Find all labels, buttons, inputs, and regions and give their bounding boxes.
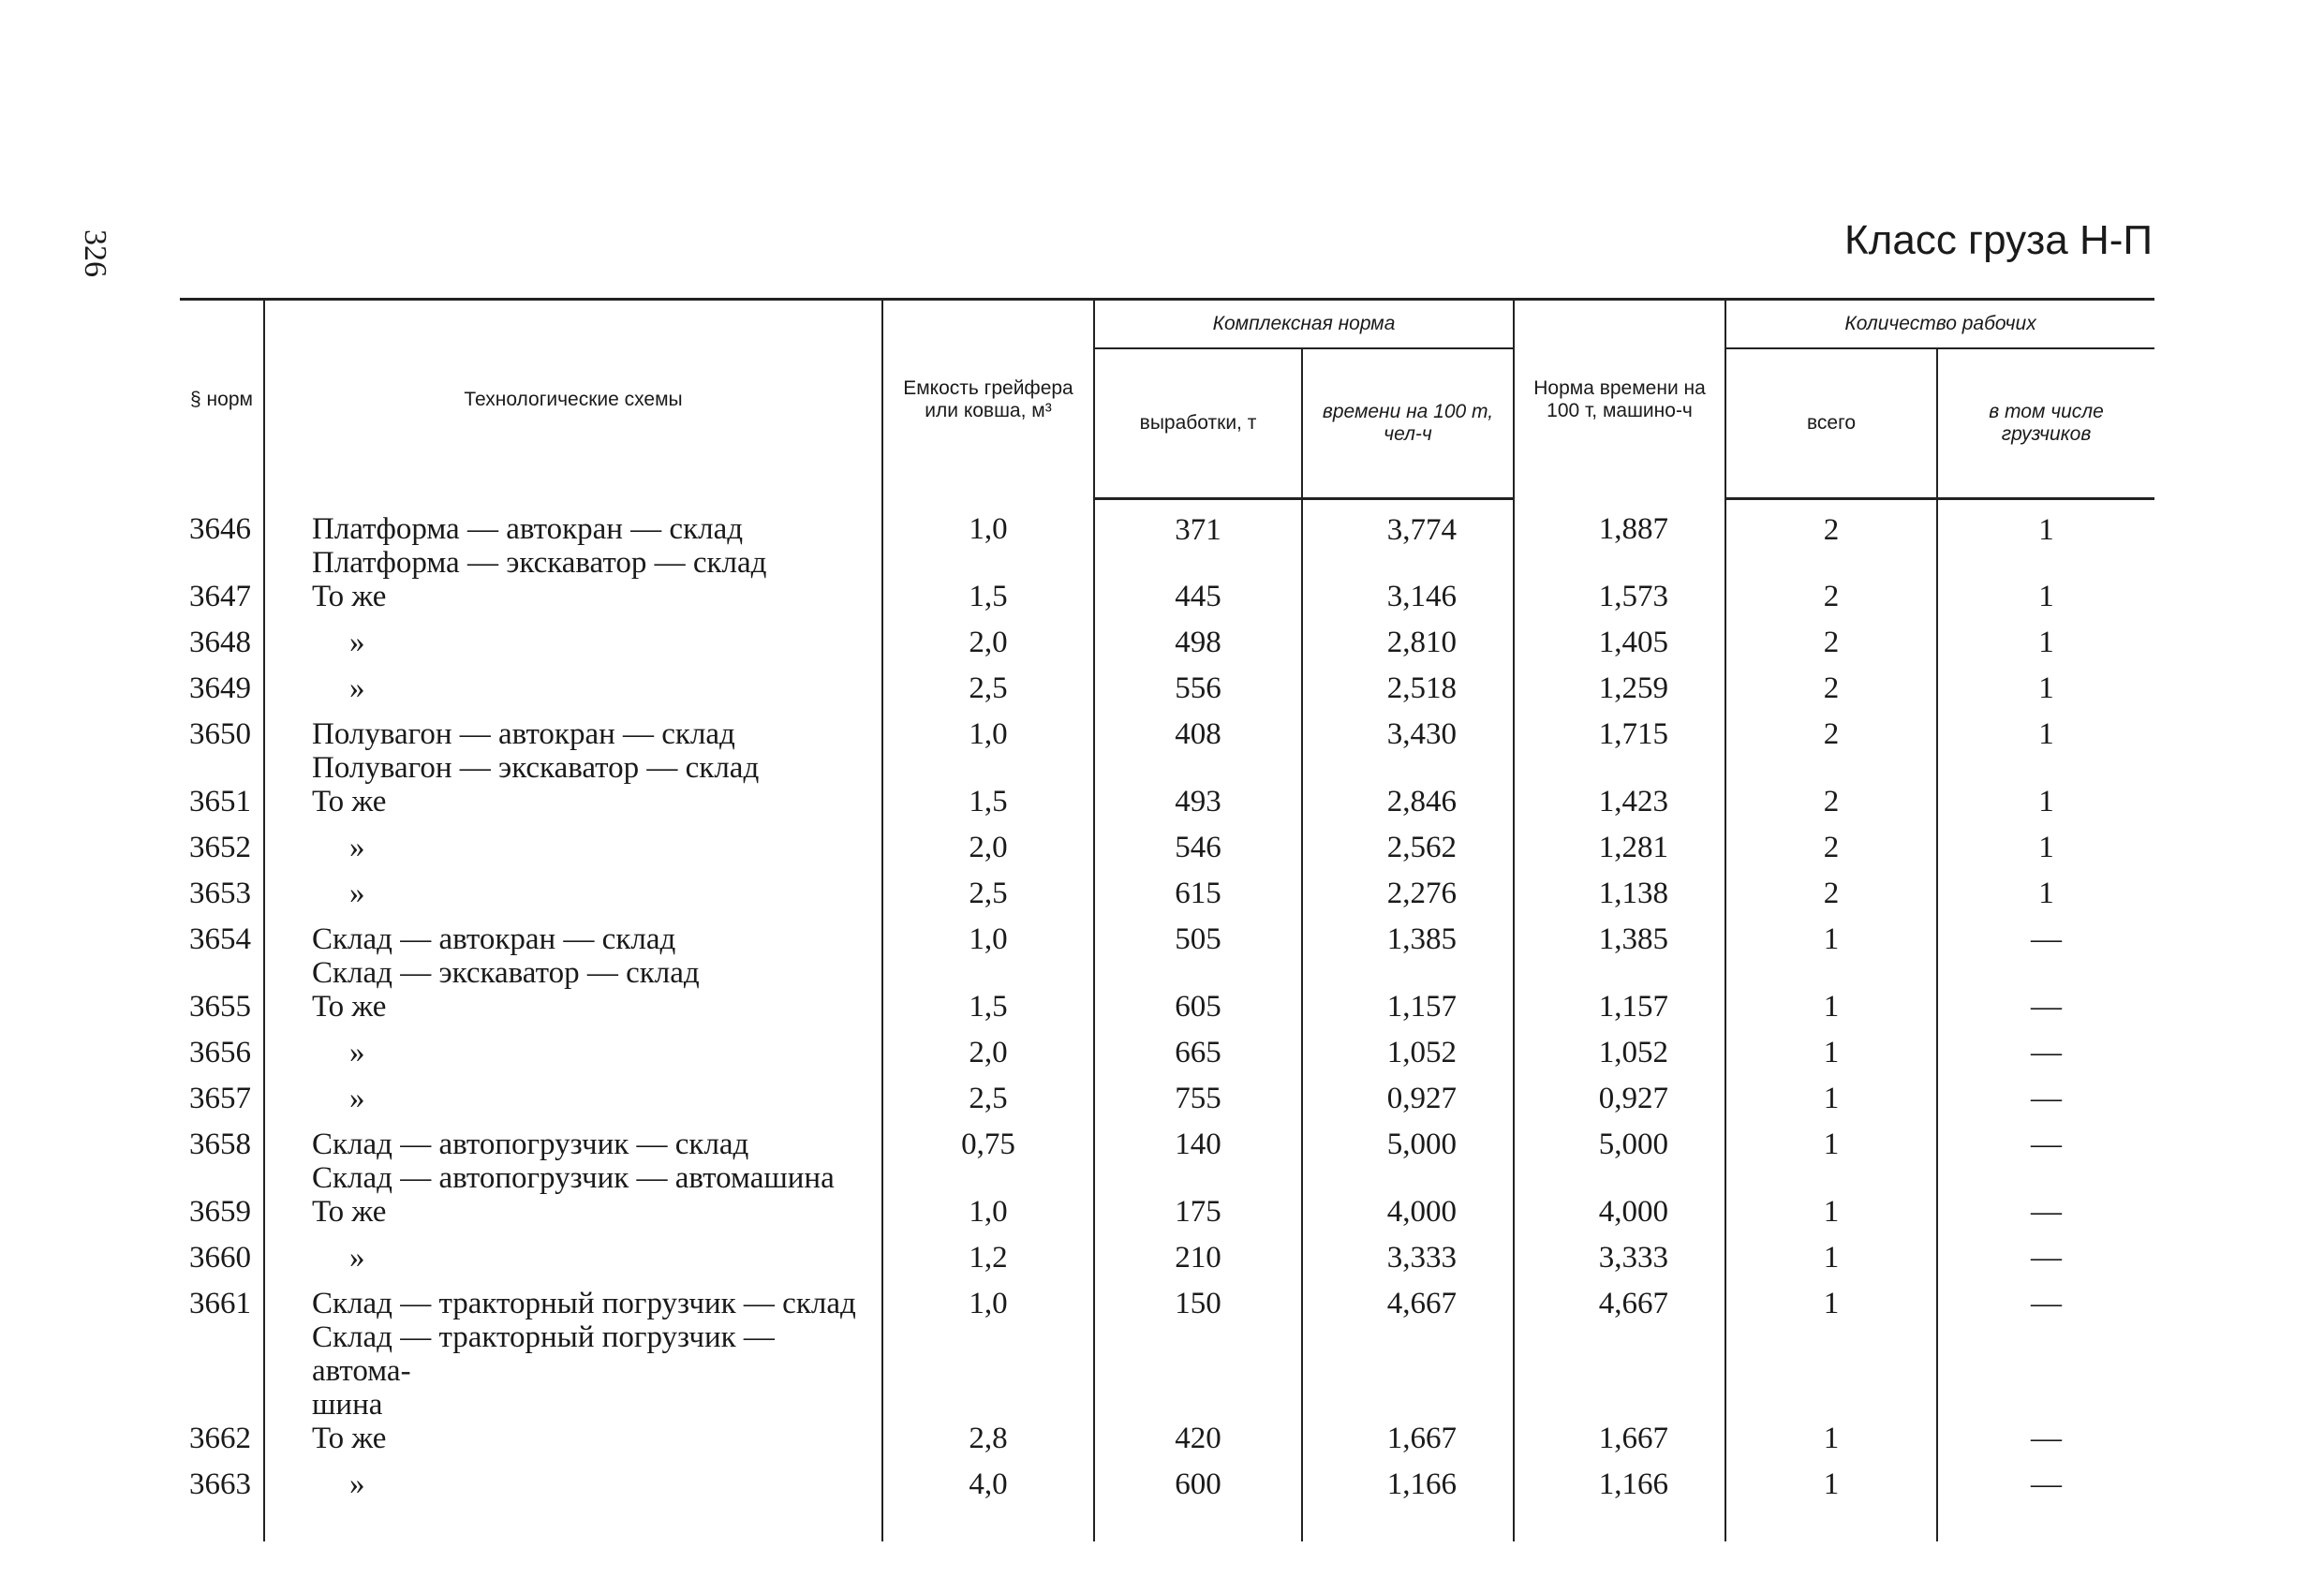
header-loaders: в том числе грузчиков <box>1937 348 2154 499</box>
loaders-cell: — <box>1937 1422 2154 1467</box>
table-row <box>180 1467 2154 1513</box>
table-row <box>180 1241 2154 1287</box>
output-cell: 493 <box>1094 785 1302 831</box>
time-cell: 3,146 <box>1302 580 1514 626</box>
norms-table <box>180 298 2154 1541</box>
table-row <box>180 580 2154 626</box>
workers-total-cell: 2 <box>1725 785 1937 831</box>
output-cell: 445 <box>1094 580 1302 626</box>
time-cell: 1,052 <box>1302 1036 1514 1082</box>
capacity-cell: 2,0 <box>882 626 1094 671</box>
loaders-cell: 1 <box>1937 499 2154 580</box>
norm-number-cell: 3646 <box>189 511 251 546</box>
scheme-line: Склад — тракторный погрузчик — автома- <box>312 1319 775 1388</box>
capacity-cell: 1,5 <box>882 580 1094 626</box>
spacer-cell <box>264 1513 882 1541</box>
time-cell: 2,562 <box>1302 831 1514 877</box>
workers-total-cell: 1 <box>1725 1422 1937 1467</box>
capacity-cell: 1,0 <box>882 717 1094 785</box>
table-row <box>180 831 2154 877</box>
time-cell: 1,667 <box>1302 1422 1514 1467</box>
table-row <box>180 1422 2154 1467</box>
scheme-line: Платформа — экскаватор — склад <box>312 545 767 580</box>
capacity-cell: 2,0 <box>882 1036 1094 1082</box>
loaders-cell: 1 <box>1937 877 2154 922</box>
output-cell: 140 <box>1094 1128 1302 1195</box>
machine-time-cell: 1,715 <box>1514 717 1725 785</box>
output-cell: 420 <box>1094 1422 1302 1467</box>
norm-number-cell: 3653 <box>189 876 251 910</box>
workers-total-cell: 1 <box>1725 1082 1937 1128</box>
header-capacity: Емкость грейфера или ковша, м³ <box>882 300 1094 499</box>
scheme-cell <box>264 922 882 990</box>
table-row <box>180 1195 2154 1241</box>
scheme-line: Платформа — автокран — склад <box>312 511 744 546</box>
workers-total-cell: 1 <box>1725 1036 1937 1082</box>
workers-total-cell: 2 <box>1725 499 1937 580</box>
output-cell: 546 <box>1094 831 1302 877</box>
workers-total-cell: 2 <box>1725 831 1937 877</box>
scheme-line: Полувагон — автокран — склад <box>312 716 735 751</box>
capacity-cell: 2,5 <box>882 877 1094 922</box>
capacity-cell: 1,5 <box>882 785 1094 831</box>
table-row <box>180 671 2154 717</box>
time-cell: 5,000 <box>1302 1128 1514 1195</box>
scheme-cell <box>264 499 882 580</box>
loaders-cell: — <box>1937 1241 2154 1287</box>
norm-number-cell: 3649 <box>189 671 251 705</box>
spacer-cell <box>1937 1513 2154 1541</box>
scheme-cell <box>264 1467 882 1513</box>
output-cell: 615 <box>1094 877 1302 922</box>
scheme-line: » <box>349 830 365 864</box>
loaders-cell: — <box>1937 1195 2154 1241</box>
output-cell: 605 <box>1094 990 1302 1036</box>
time-cell: 2,846 <box>1302 785 1514 831</box>
scheme-line: шина <box>312 1387 383 1422</box>
scheme-cell <box>264 671 882 717</box>
capacity-cell: 1,5 <box>882 990 1094 1036</box>
table-row <box>180 1287 2154 1422</box>
time-cell: 1,385 <box>1302 922 1514 990</box>
output-cell: 505 <box>1094 922 1302 990</box>
scheme-line: Склад — экскаватор — склад <box>312 955 700 990</box>
table-row <box>180 717 2154 785</box>
scheme-line: » <box>349 625 365 659</box>
machine-time-cell: 5,000 <box>1514 1128 1725 1195</box>
scheme-line: Склад — автопогрузчик — автомашина <box>312 1160 835 1195</box>
workers-total-cell: 1 <box>1725 1287 1937 1422</box>
machine-time-cell: 1,887 <box>1514 499 1725 580</box>
loaders-cell: 1 <box>1937 717 2154 785</box>
spacer-cell <box>1302 1513 1514 1541</box>
loaders-cell: 1 <box>1937 671 2154 717</box>
machine-time-cell: 1,667 <box>1514 1422 1725 1467</box>
loaders-cell: — <box>1937 1036 2154 1082</box>
output-cell: 408 <box>1094 717 1302 785</box>
header-total: всего <box>1725 348 1937 499</box>
workers-total-cell: 2 <box>1725 580 1937 626</box>
scheme-cell <box>264 1082 882 1128</box>
norm-number-cell: 3658 <box>189 1127 251 1161</box>
scheme-cell <box>264 785 882 831</box>
spacer-cell <box>180 1513 264 1541</box>
norm-number-cell: 3651 <box>189 784 251 818</box>
workers-total-cell: 2 <box>1725 877 1937 922</box>
spacer-cell <box>1725 1513 1937 1541</box>
machine-time-cell: 4,667 <box>1514 1287 1725 1422</box>
norm-number-cell: 3648 <box>189 625 251 659</box>
scheme-line: Полувагон — экскаватор — склад <box>312 750 760 785</box>
output-cell: 210 <box>1094 1241 1302 1287</box>
norm-number-cell: 3660 <box>189 1240 251 1275</box>
machine-time-cell: 1,052 <box>1514 1036 1725 1082</box>
loaders-cell: 1 <box>1937 785 2154 831</box>
norm-number-cell: 3661 <box>189 1286 251 1320</box>
norm-number-cell: 3655 <box>189 989 251 1024</box>
header-schemes: Технологические схемы <box>264 300 882 499</box>
time-cell: 2,810 <box>1302 626 1514 671</box>
scheme-cell <box>264 580 882 626</box>
scheme-line: То же <box>312 1421 387 1455</box>
scheme-cell <box>264 1036 882 1082</box>
table-body <box>180 499 2154 1541</box>
machine-time-cell: 1,573 <box>1514 580 1725 626</box>
capacity-cell: 2,0 <box>882 831 1094 877</box>
machine-time-cell: 1,138 <box>1514 877 1725 922</box>
table-row <box>180 1036 2154 1082</box>
scheme-line: Склад — автопогрузчик — склад <box>312 1127 749 1161</box>
capacity-cell: 1,0 <box>882 1195 1094 1241</box>
norm-number-cell: 3659 <box>189 1194 251 1229</box>
page-number: 326 <box>78 229 112 277</box>
header-complex-norm: Комплексная норма <box>1094 300 1514 349</box>
machine-time-cell: 0,927 <box>1514 1082 1725 1128</box>
header-time: времени на 100 т, чел-ч <box>1302 348 1514 499</box>
scheme-line: То же <box>312 579 387 613</box>
capacity-cell: 1,0 <box>882 1287 1094 1422</box>
norm-number-cell: 3662 <box>189 1421 251 1455</box>
table-spacer-row <box>180 1513 2154 1541</box>
scheme-cell <box>264 877 882 922</box>
table-row <box>180 877 2154 922</box>
loaders-cell: 1 <box>1937 626 2154 671</box>
time-cell: 1,166 <box>1302 1467 1514 1513</box>
capacity-cell: 2,5 <box>882 1082 1094 1128</box>
cargo-class-title: Класс груза Н-П <box>1844 217 2153 263</box>
scheme-cell <box>264 1287 882 1422</box>
output-cell: 371 <box>1094 499 1302 580</box>
scheme-cell <box>264 990 882 1036</box>
output-cell: 556 <box>1094 671 1302 717</box>
output-cell: 665 <box>1094 1036 1302 1082</box>
header-machine-time: Норма времени на 100 т, машино-ч <box>1514 300 1725 499</box>
workers-total-cell: 1 <box>1725 1467 1937 1513</box>
machine-time-cell: 1,385 <box>1514 922 1725 990</box>
table-row <box>180 1082 2154 1128</box>
workers-total-cell: 1 <box>1725 1241 1937 1287</box>
header-output: выработки, т <box>1094 348 1302 499</box>
scheme-line: То же <box>312 989 387 1024</box>
table-row <box>180 785 2154 831</box>
table-row <box>180 922 2154 990</box>
workers-total-cell: 1 <box>1725 1195 1937 1241</box>
machine-time-cell: 1,157 <box>1514 990 1725 1036</box>
table-row <box>180 499 2154 580</box>
scheme-cell <box>264 1241 882 1287</box>
loaders-cell: — <box>1937 1128 2154 1195</box>
table-row <box>180 990 2154 1036</box>
scheme-cell <box>264 831 882 877</box>
output-cell: 175 <box>1094 1195 1302 1241</box>
loaders-cell: — <box>1937 922 2154 990</box>
machine-time-cell: 3,333 <box>1514 1241 1725 1287</box>
scheme-line: То же <box>312 784 387 818</box>
time-cell: 2,518 <box>1302 671 1514 717</box>
loaders-cell: — <box>1937 990 2154 1036</box>
machine-time-cell: 1,259 <box>1514 671 1725 717</box>
scheme-line: Склад — автокран — склад <box>312 921 676 956</box>
header-workers: Количество рабочих <box>1725 300 2154 349</box>
machine-time-cell: 1,281 <box>1514 831 1725 877</box>
scheme-line: Склад — тракторный погрузчик — склад <box>312 1286 856 1320</box>
machine-time-cell: 1,405 <box>1514 626 1725 671</box>
time-cell: 3,774 <box>1302 499 1514 580</box>
scheme-line: » <box>349 671 365 705</box>
workers-total-cell: 2 <box>1725 717 1937 785</box>
scheme-cell <box>264 1128 882 1195</box>
header-norm-number: § норм <box>180 300 264 499</box>
time-cell: 4,000 <box>1302 1195 1514 1241</box>
time-cell: 2,276 <box>1302 877 1514 922</box>
spacer-cell <box>1514 1513 1725 1541</box>
capacity-cell: 1,2 <box>882 1241 1094 1287</box>
machine-time-cell: 4,000 <box>1514 1195 1725 1241</box>
scheme-line: » <box>349 1035 365 1069</box>
output-cell: 755 <box>1094 1082 1302 1128</box>
scheme-line: » <box>349 876 365 910</box>
capacity-cell: 1,0 <box>882 499 1094 580</box>
loaders-cell: 1 <box>1937 831 2154 877</box>
table-row <box>180 626 2154 671</box>
workers-total-cell: 2 <box>1725 671 1937 717</box>
loaders-cell: — <box>1937 1467 2154 1513</box>
scheme-line: » <box>349 1467 365 1501</box>
workers-total-cell: 1 <box>1725 1128 1937 1195</box>
loaders-cell: 1 <box>1937 580 2154 626</box>
output-cell: 150 <box>1094 1287 1302 1422</box>
table-row <box>180 1128 2154 1195</box>
workers-total-cell: 2 <box>1725 626 1937 671</box>
time-cell: 0,927 <box>1302 1082 1514 1128</box>
capacity-cell: 1,0 <box>882 922 1094 990</box>
scheme-cell <box>264 626 882 671</box>
norm-number-cell: 3656 <box>189 1035 251 1069</box>
scheme-cell <box>264 717 882 785</box>
norm-number-cell: 3652 <box>189 830 251 864</box>
norm-number-cell: 3654 <box>189 921 251 956</box>
machine-time-cell: 1,166 <box>1514 1467 1725 1513</box>
time-cell: 3,430 <box>1302 717 1514 785</box>
scheme-line: » <box>349 1081 365 1115</box>
workers-total-cell: 1 <box>1725 990 1937 1036</box>
machine-time-cell: 1,423 <box>1514 785 1725 831</box>
time-cell: 3,333 <box>1302 1241 1514 1287</box>
output-cell: 600 <box>1094 1467 1302 1513</box>
scheme-cell <box>264 1195 882 1241</box>
scheme-line: То же <box>312 1194 387 1229</box>
loaders-cell: — <box>1937 1082 2154 1128</box>
time-cell: 4,667 <box>1302 1287 1514 1422</box>
spacer-cell <box>882 1513 1094 1541</box>
time-cell: 1,157 <box>1302 990 1514 1036</box>
scheme-cell <box>264 1422 882 1467</box>
spacer-cell <box>1094 1513 1302 1541</box>
norm-number-cell: 3650 <box>189 716 251 751</box>
capacity-cell: 4,0 <box>882 1467 1094 1513</box>
norm-number-cell: 3657 <box>189 1081 251 1115</box>
norm-number-cell: 3647 <box>189 579 251 613</box>
loaders-cell: — <box>1937 1287 2154 1422</box>
scheme-line: » <box>349 1240 365 1275</box>
output-cell: 498 <box>1094 626 1302 671</box>
norm-number-cell: 3663 <box>189 1467 251 1501</box>
capacity-cell: 2,5 <box>882 671 1094 717</box>
capacity-cell: 0,75 <box>882 1128 1094 1195</box>
workers-total-cell: 1 <box>1725 922 1937 990</box>
capacity-cell: 2,8 <box>882 1422 1094 1467</box>
